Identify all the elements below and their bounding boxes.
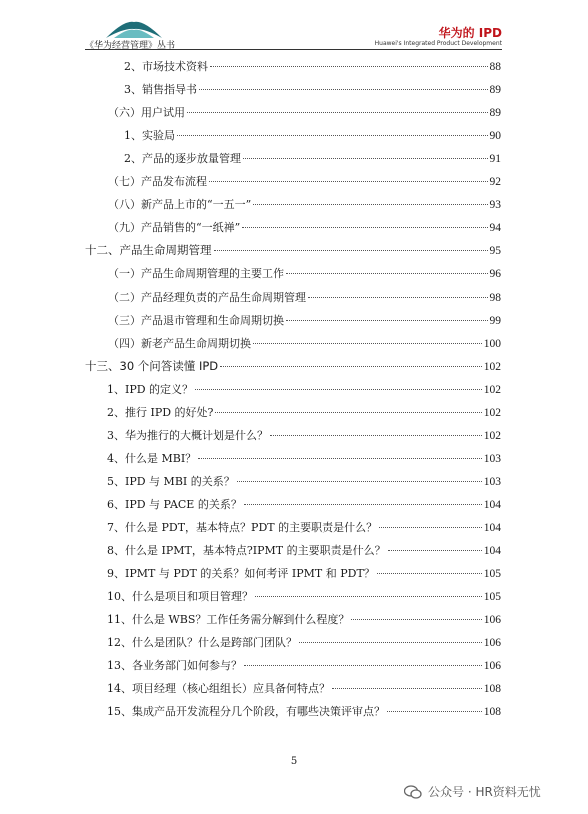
toc-leader-dots xyxy=(270,435,482,436)
toc-leader-dots xyxy=(242,227,487,228)
toc-leader-dots xyxy=(199,89,488,90)
toc-entry-title: 6、IPD 与 PACE 的关系？ xyxy=(107,497,242,511)
toc-entry-title: 3、华为推行的大概计划是什么？ xyxy=(107,428,268,442)
toc-leader-dots xyxy=(209,181,488,182)
toc-entry-page: 94 xyxy=(489,222,501,235)
toc-entry-page: 96 xyxy=(489,268,501,281)
toc-entry[interactable] xyxy=(107,565,501,581)
toc-leader-dots xyxy=(388,550,482,551)
toc-leader-dots xyxy=(214,250,488,251)
toc-entry-title: （八）新产品上市的“一五一” xyxy=(108,198,252,212)
toc-leader-dots xyxy=(332,688,482,689)
toc-entry[interactable] xyxy=(107,542,501,558)
toc-entry[interactable] xyxy=(124,81,501,97)
toc-entry-page: 105 xyxy=(483,568,501,581)
toc-entry[interactable] xyxy=(107,634,501,650)
toc-leader-dots xyxy=(243,158,488,159)
toc-entry-title: 10、什么是项目和项目管理？ xyxy=(107,590,253,604)
toc-entry-title: 2、市场技术资料 xyxy=(124,60,208,73)
toc-entry[interactable] xyxy=(108,335,501,351)
toc-entry[interactable] xyxy=(108,312,501,328)
toc-entry-page: 99 xyxy=(489,314,501,327)
toc-entry[interactable] xyxy=(108,104,501,120)
toc-entry-title: 1、实验局 xyxy=(124,129,175,143)
toc-entry[interactable] xyxy=(108,219,501,235)
toc-entry-page: 88 xyxy=(489,61,501,73)
toc-leader-dots xyxy=(244,504,482,505)
toc-entry-page: 106 xyxy=(483,637,501,650)
toc-entry-page: 104 xyxy=(483,545,501,558)
toc-entry[interactable] xyxy=(107,680,501,696)
toc-leader-dots xyxy=(308,297,488,298)
toc-leader-dots xyxy=(195,389,482,390)
toc-entry-page: 104 xyxy=(483,522,501,534)
toc-entry-title: 8、什么是 IPMT，基本特点?IPMT 的主要职责是什么？ xyxy=(107,544,386,558)
toc-leader-dots xyxy=(198,458,482,459)
toc-entry[interactable] xyxy=(107,450,501,466)
toc-entry-title: （四）新老产品生命周期切换 xyxy=(108,336,251,350)
toc-entry-title: 7、什么是 PDT，基本特点？PDT 的主要职责是什么？ xyxy=(107,521,378,534)
toc-entry[interactable] xyxy=(107,496,501,512)
toc-entry-page: 106 xyxy=(483,660,501,673)
toc-leader-dots xyxy=(187,112,488,113)
toc-leader-dots xyxy=(253,204,487,205)
toc-entry-title: 1、IPD 的定义？ xyxy=(107,382,194,396)
toc-leader-dots xyxy=(387,711,482,712)
toc-entry-page: 103 xyxy=(483,475,501,488)
toc-entry-title: 13、各业务部门如何参与？ xyxy=(107,659,242,673)
toc-entry-page: 105 xyxy=(483,591,501,604)
toc-entry-page: 102 xyxy=(483,429,501,442)
toc-entry-page: 89 xyxy=(489,107,501,120)
toc-entry[interactable] xyxy=(107,657,501,673)
toc-entry-page: 106 xyxy=(483,614,501,627)
toc-entry-page: 104 xyxy=(483,498,501,511)
toc-entry-page: 90 xyxy=(489,130,501,143)
toc-entry[interactable] xyxy=(108,196,501,212)
toc-leader-dots xyxy=(215,412,481,413)
toc-entry-page: 100 xyxy=(483,337,501,350)
toc-entry-title: （九）产品销售的“一纸禅” xyxy=(108,221,241,235)
toc-entry-page: 93 xyxy=(489,199,501,212)
toc-entry-title: （六）用户试用 xyxy=(108,106,185,120)
toc-leader-dots xyxy=(253,343,482,344)
toc-entry[interactable] xyxy=(107,703,501,719)
toc-entry-title: 十三、30 个问答读懂 IPD xyxy=(85,358,219,373)
toc-entry-title: 14、项目经理（核心组组长）应具备何特点？ xyxy=(107,682,330,696)
toc-leader-dots xyxy=(286,273,488,274)
toc-entry-title: 5、IPD 与 MBI 的关系？ xyxy=(107,474,235,488)
page-header xyxy=(0,0,588,56)
watermark-text: 公众号 · HR资料无忧 xyxy=(428,785,541,799)
toc-entry[interactable] xyxy=(107,427,501,443)
toc-entry-title: （一）产品生命周期管理的主要工作 xyxy=(108,267,284,281)
toc-entry-title: 12、什么是团队？什么是跨部门团队？ xyxy=(107,636,297,650)
toc-entry-page: 98 xyxy=(489,291,501,304)
toc-entry-title: （三）产品退市管理和生命周期切换 xyxy=(108,313,284,327)
toc-entry-title: （二）产品经理负责的产品生命周期管理 xyxy=(108,290,306,304)
toc-entry[interactable] xyxy=(124,58,501,74)
toc-leader-dots xyxy=(377,573,482,574)
toc-leader-dots xyxy=(286,320,488,321)
toc-entry[interactable] xyxy=(85,358,501,374)
book-series-title: 《华为经营管理》丛书 xyxy=(85,41,176,51)
toc-leader-dots xyxy=(177,135,488,136)
toc-entry-page: 102 xyxy=(483,360,501,373)
book-brand-subtitle: Huawei's Integrated Product Development xyxy=(374,40,502,47)
toc-entry[interactable] xyxy=(107,473,501,489)
toc-entry-page: 102 xyxy=(483,383,501,396)
wechat-icon xyxy=(404,785,422,799)
toc-entry[interactable] xyxy=(85,242,501,258)
page-number: 5 xyxy=(290,756,298,767)
book-series-logo-icon xyxy=(104,18,164,40)
toc-entry-title: 15、集成产品开发流程分几个阶段，有哪些决策评审点？ xyxy=(107,705,385,719)
toc-entry-page: 92 xyxy=(489,176,501,189)
header-rule xyxy=(85,49,502,50)
toc-entry-page: 108 xyxy=(483,706,501,719)
toc-entry-title: 9、IPMT 与 PDT 的关系？如何考评 IPMT 和 PDT？ xyxy=(107,567,375,581)
toc-leader-dots xyxy=(237,481,482,482)
watermark xyxy=(404,783,541,800)
toc-entry-page: 102 xyxy=(483,406,501,419)
toc-entry-page: 108 xyxy=(483,683,501,696)
toc-entry[interactable] xyxy=(124,127,501,143)
toc-leader-dots xyxy=(379,527,482,528)
toc-entry[interactable] xyxy=(108,289,501,305)
toc-entry[interactable] xyxy=(108,265,501,281)
toc-leader-dots xyxy=(351,619,481,620)
toc-entry[interactable] xyxy=(107,381,501,397)
toc-entry-title: 4、什么是 MBI？ xyxy=(107,451,197,465)
toc-entry-title: 11、什么是 WBS？工作任务需分解到什么程度？ xyxy=(107,613,350,627)
toc-entry-title: （七）产品发布流程 xyxy=(108,175,207,189)
toc-entry-page: 103 xyxy=(483,452,501,465)
toc-entry[interactable] xyxy=(107,404,501,420)
toc-leader-dots xyxy=(299,642,482,643)
toc-entry[interactable] xyxy=(124,150,501,166)
toc-entry[interactable] xyxy=(108,173,501,189)
toc-entry[interactable] xyxy=(107,611,501,627)
toc-entry-page: 91 xyxy=(489,153,501,166)
toc-entry-page: 95 xyxy=(489,245,501,258)
toc-entry-title: 2、产品的逐步放量管理 xyxy=(124,152,241,166)
toc-entry-title: 3、销售指导书 xyxy=(124,83,197,97)
toc-entry-page: 89 xyxy=(489,84,501,97)
toc-leader-dots xyxy=(255,596,482,597)
toc-entry[interactable] xyxy=(107,588,501,604)
toc-leader-dots xyxy=(210,66,488,67)
toc-leader-dots xyxy=(244,665,482,666)
toc-entry[interactable] xyxy=(107,519,501,535)
book-brand-title: 华为的 IPD xyxy=(438,26,502,40)
toc-leader-dots xyxy=(220,366,482,367)
toc-entry-title: 十二、产品生命周期管理 xyxy=(85,243,212,258)
toc-entry-title: 2、推行 IPD 的好处? xyxy=(107,405,214,419)
